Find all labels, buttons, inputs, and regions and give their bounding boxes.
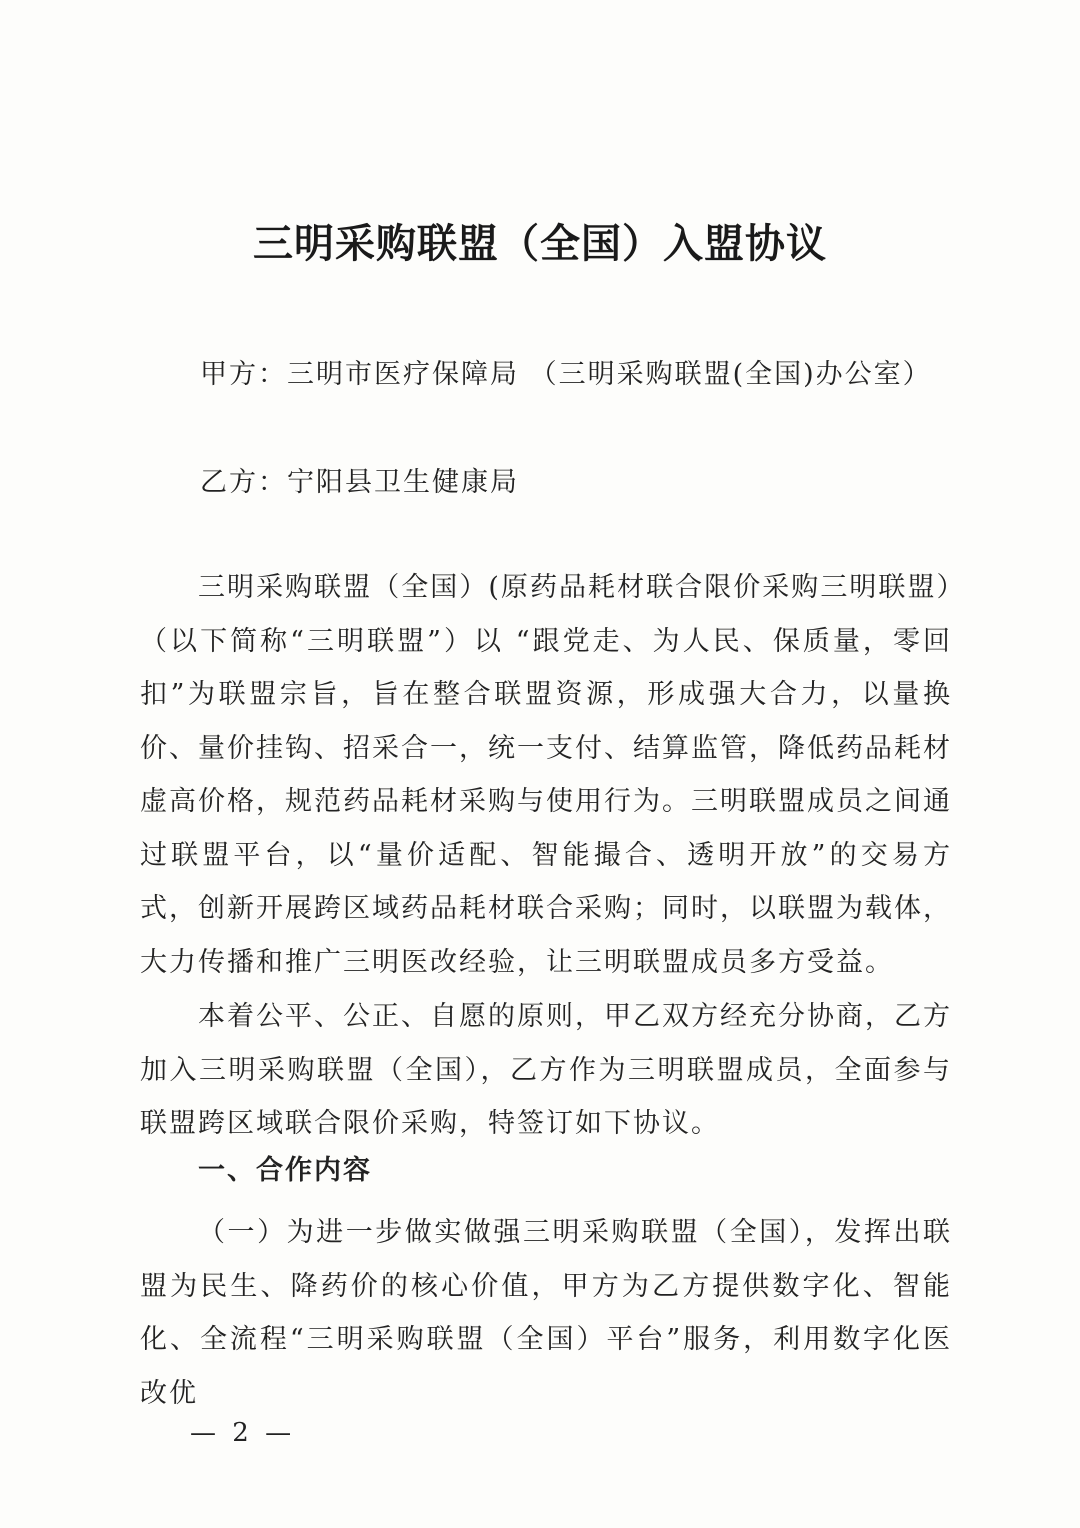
paragraph-agreement-basis: 本着公平、公正、自愿的原则，甲乙双方经充分协商，乙方加入三明采购联盟（全国），乙方作为三明联盟成员，全面参与联盟跨区域联合限价采购，特签订如下协议。 <box>140 1001 952 1139</box>
document-title: 三明采购联盟（全国）入盟协议 <box>253 221 827 267</box>
paragraph-cooperation-item-1: （一）为进一步做实做强三明采购联盟（全国），发挥出联盟为民生、降药价的核心价值，甲方为乙方提供数字化、智能化、全流程“三明采购联盟（全国）平台”服务，利用数字化医改优 <box>140 1217 952 1409</box>
page-number: — 2 — <box>190 1418 296 1448</box>
party-b-line: 乙方：宁阳县卫生健康局 <box>200 467 519 498</box>
party-a-line: 甲方：三明市医疗保障局 （三明采购联盟(全国)办公室） <box>200 359 932 390</box>
section-heading-cooperation: 一、合作内容 <box>198 1155 372 1186</box>
paragraph-alliance-intro: 三明采购联盟（全国）(原药品耗材联合限价采购三明联盟）（以下简称“三明联盟”）以 “跟党走、为人民、保质量，零回扣”为联盟宗旨，旨在整合联盟资源，形成强大合力，以量换价、量价挂钩、招采合一，统一支付、结算监管，降低药品耗材虚高价格，规范药品耗材采购与使用行为。三明联盟成员之间通过联盟平台，以“量价适配、智能撮合、透明开放”的交易方式，创新开展跨区域药品耗材联合采购；同时，以联盟为载体，大力传播和推广三明医改经验，让三明联盟成员多方受益。 <box>140 572 952 978</box>
